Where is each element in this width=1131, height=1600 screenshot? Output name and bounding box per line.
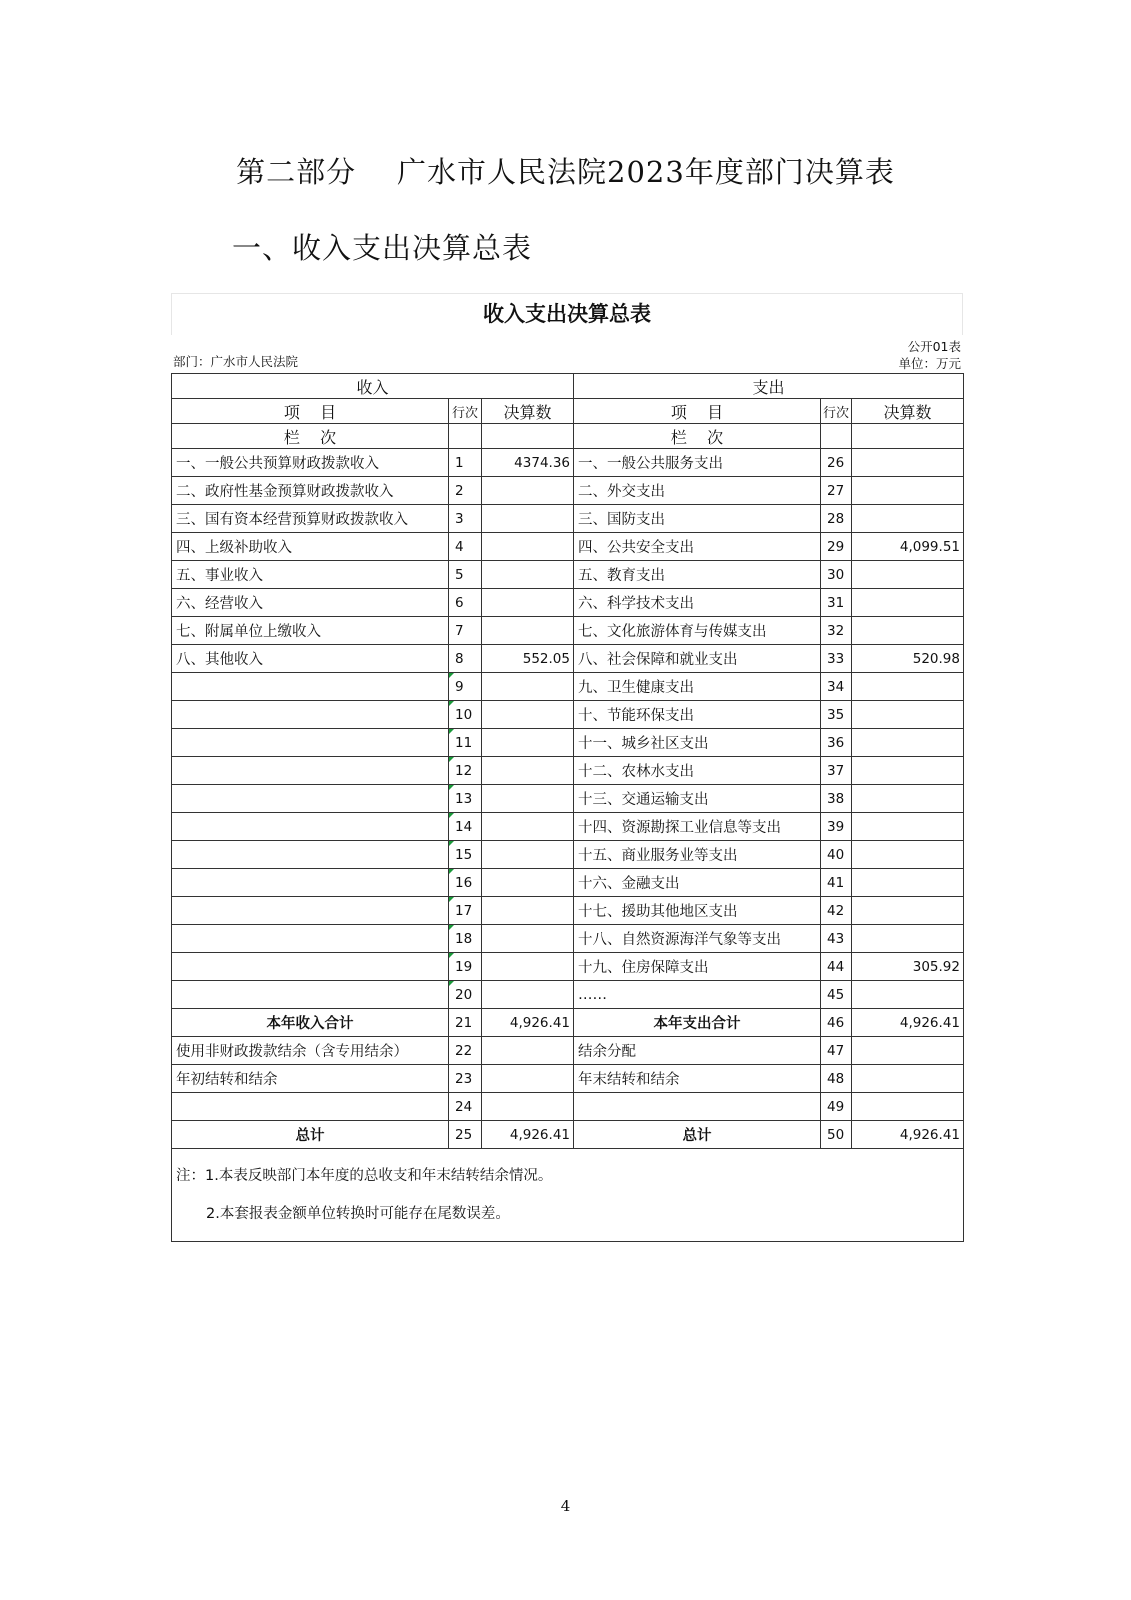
expense-amount-cell: 4,926.41 <box>852 1121 964 1149</box>
expense-amount-cell <box>852 449 964 477</box>
income-item-cell <box>172 897 449 925</box>
income-item-cell: 二、政府性基金预算财政拨款收入 <box>172 477 449 505</box>
expense-amount-cell <box>852 981 964 1009</box>
table-row <box>172 645 964 673</box>
income-amount-cell: 4,926.41 <box>482 1009 574 1037</box>
income-item-cell: 三、国有资本经营预算财政拨款收入 <box>172 505 449 533</box>
expense-line-cell: 27 <box>821 477 852 505</box>
expense-amount-cell <box>852 841 964 869</box>
income-amount-cell: 4,926.41 <box>482 1121 574 1149</box>
header-row-sequence <box>172 424 964 449</box>
expense-item-cell: 十五、商业服务业等支出 <box>574 841 821 869</box>
expense-line-cell: 50 <box>821 1121 852 1149</box>
unit-label: 单位：万元 <box>898 356 961 371</box>
income-item-cell: 六、经营收入 <box>172 589 449 617</box>
expense-amount-cell <box>852 589 964 617</box>
expense-item-cell: …… <box>574 981 821 1009</box>
expense-amount-cell <box>852 505 964 533</box>
income-amount-header: 决算数 <box>482 399 574 424</box>
expense-line-cell: 38 <box>821 785 852 813</box>
income-line-cell: 4 <box>449 533 482 561</box>
expense-line-cell: 31 <box>821 589 852 617</box>
expense-line-cell: 30 <box>821 561 852 589</box>
expense-item-cell: 总计 <box>574 1121 821 1149</box>
income-amount-cell <box>482 1037 574 1065</box>
expense-item-cell: 本年支出合计 <box>574 1009 821 1037</box>
income-line-cell: 16 <box>449 869 482 897</box>
empty-cell <box>482 424 574 449</box>
expense-amount-header: 决算数 <box>852 399 964 424</box>
income-line-cell: 25 <box>449 1121 482 1149</box>
income-amount-cell <box>482 701 574 729</box>
expense-item-cell: 十六、金融支出 <box>574 869 821 897</box>
table-row <box>172 477 964 505</box>
income-item-cell <box>172 701 449 729</box>
income-item-cell: 本年收入合计 <box>172 1009 449 1037</box>
income-item-cell: 四、上级补助收入 <box>172 533 449 561</box>
income-amount-cell <box>482 477 574 505</box>
expense-item-cell: 七、文化旅游体育与传媒支出 <box>574 617 821 645</box>
expense-item-cell: 十四、资源勘探工业信息等支出 <box>574 813 821 841</box>
expense-amount-cell <box>852 869 964 897</box>
income-line-cell: 14 <box>449 813 482 841</box>
income-item-cell: 使用非财政拨款结余（含专用结余） <box>172 1037 449 1065</box>
table-row <box>172 561 964 589</box>
table-row <box>172 1037 964 1065</box>
table-row <box>172 1121 964 1149</box>
income-amount-cell <box>482 813 574 841</box>
header-row-columns <box>172 399 964 424</box>
notes-section <box>172 1149 964 1242</box>
expense-amount-cell <box>852 1065 964 1093</box>
income-item-cell <box>172 729 449 757</box>
expense-item-cell: 一、一般公共服务支出 <box>574 449 821 477</box>
income-line-cell: 22 <box>449 1037 482 1065</box>
expense-item-cell: 十三、交通运输支出 <box>574 785 821 813</box>
income-amount-cell <box>482 617 574 645</box>
income-amount-cell <box>482 841 574 869</box>
expense-line-header: 行次 <box>821 399 852 424</box>
income-line-cell: 5 <box>449 561 482 589</box>
expense-line-cell: 43 <box>821 925 852 953</box>
expense-amount-cell: 520.98 <box>852 645 964 673</box>
expense-item-cell: 八、社会保障和就业支出 <box>574 645 821 673</box>
expense-line-cell: 40 <box>821 841 852 869</box>
income-line-cell: 8 <box>449 645 482 673</box>
income-line-cell: 11 <box>449 729 482 757</box>
expense-line-cell: 45 <box>821 981 852 1009</box>
expense-item-cell: 十一、城乡社区支出 <box>574 729 821 757</box>
table-row <box>172 897 964 925</box>
income-item-cell: 总计 <box>172 1121 449 1149</box>
expense-amount-cell <box>852 561 964 589</box>
expense-item-cell: 十九、住房保障支出 <box>574 953 821 981</box>
table-row <box>172 841 964 869</box>
income-amount-cell: 552.05 <box>482 645 574 673</box>
income-item-cell: 八、其他收入 <box>172 645 449 673</box>
expense-sequence-cell: 栏 次 <box>574 424 821 449</box>
table-row <box>172 449 964 477</box>
empty-cell <box>449 424 482 449</box>
income-amount-cell <box>482 533 574 561</box>
table-row <box>172 729 964 757</box>
note-1: 注：1.本表反映部门本年度的总收支和年末结转结余情况。 <box>176 1168 553 1184</box>
income-item-cell: 年初结转和结余 <box>172 1065 449 1093</box>
empty-cell <box>852 424 964 449</box>
income-amount-cell <box>482 1093 574 1121</box>
expense-amount-cell <box>852 897 964 925</box>
income-item-cell <box>172 925 449 953</box>
table-code: 公开01表 <box>907 339 961 354</box>
income-line-cell: 3 <box>449 505 482 533</box>
table-row <box>172 505 964 533</box>
income-item-header: 项 目 <box>172 399 449 424</box>
expense-amount-cell <box>852 729 964 757</box>
income-item-cell <box>172 757 449 785</box>
expense-amount-cell <box>852 1037 964 1065</box>
expense-line-cell: 36 <box>821 729 852 757</box>
expense-line-cell: 26 <box>821 449 852 477</box>
empty-cell <box>821 424 852 449</box>
income-line-cell: 13 <box>449 785 482 813</box>
expense-amount-cell <box>852 673 964 701</box>
expense-line-cell: 33 <box>821 645 852 673</box>
expense-line-cell: 28 <box>821 505 852 533</box>
income-amount-cell <box>482 981 574 1009</box>
income-item-cell <box>172 841 449 869</box>
expense-line-cell: 35 <box>821 701 852 729</box>
income-line-cell: 20 <box>449 981 482 1009</box>
expense-item-cell <box>574 1093 821 1121</box>
expense-line-cell: 44 <box>821 953 852 981</box>
income-amount-cell <box>482 897 574 925</box>
income-amount-cell <box>482 589 574 617</box>
expense-line-cell: 29 <box>821 533 852 561</box>
expense-line-cell: 48 <box>821 1065 852 1093</box>
expense-amount-cell <box>852 1093 964 1121</box>
expense-line-cell: 37 <box>821 757 852 785</box>
income-item-cell <box>172 813 449 841</box>
income-group-header: 收入 <box>172 374 574 399</box>
income-line-cell: 1 <box>449 449 482 477</box>
expense-line-cell: 41 <box>821 869 852 897</box>
table-row <box>172 701 964 729</box>
expense-item-cell: 九、卫生健康支出 <box>574 673 821 701</box>
expense-item-cell: 十七、援助其他地区支出 <box>574 897 821 925</box>
income-line-cell: 10 <box>449 701 482 729</box>
expense-item-cell: 结余分配 <box>574 1037 821 1065</box>
expense-item-cell: 二、外交支出 <box>574 477 821 505</box>
income-amount-cell <box>482 925 574 953</box>
income-line-cell: 6 <box>449 589 482 617</box>
income-item-cell <box>172 981 449 1009</box>
expense-amount-cell <box>852 757 964 785</box>
income-item-cell: 一、一般公共预算财政拨款收入 <box>172 449 449 477</box>
summary-table-body <box>172 374 964 1149</box>
income-sequence-cell: 栏 次 <box>172 424 449 449</box>
table-row <box>172 1009 964 1037</box>
table-row <box>172 981 964 1009</box>
expense-amount-cell <box>852 477 964 505</box>
income-amount-cell <box>482 869 574 897</box>
expense-amount-cell <box>852 617 964 645</box>
expense-line-cell: 42 <box>821 897 852 925</box>
expense-amount-cell: 305.92 <box>852 953 964 981</box>
expense-amount-cell: 4,099.51 <box>852 533 964 561</box>
table-row <box>172 589 964 617</box>
income-line-cell: 23 <box>449 1065 482 1093</box>
table-row <box>172 617 964 645</box>
expense-line-cell: 32 <box>821 617 852 645</box>
income-line-cell: 15 <box>449 841 482 869</box>
expense-line-cell: 49 <box>821 1093 852 1121</box>
expense-amount-cell <box>852 813 964 841</box>
income-item-cell: 七、附属单位上缴收入 <box>172 617 449 645</box>
income-line-cell: 21 <box>449 1009 482 1037</box>
income-amount-cell <box>482 1065 574 1093</box>
table-row <box>172 925 964 953</box>
expense-item-cell: 年末结转和结余 <box>574 1065 821 1093</box>
sheet-title: 收入支出决算总表 <box>171 293 963 335</box>
expense-item-cell: 十、节能环保支出 <box>574 701 821 729</box>
expense-line-cell: 47 <box>821 1037 852 1065</box>
income-amount-cell <box>482 729 574 757</box>
summary-table <box>171 373 964 1242</box>
expense-amount-cell <box>852 925 964 953</box>
page-number: 4 <box>560 1497 571 1515</box>
table-row <box>172 533 964 561</box>
income-line-header: 行次 <box>449 399 482 424</box>
income-line-cell: 12 <box>449 757 482 785</box>
expense-item-cell: 十八、自然资源海洋气象等支出 <box>574 925 821 953</box>
table-row <box>172 1093 964 1121</box>
table-row <box>172 757 964 785</box>
income-amount-cell <box>482 505 574 533</box>
table-row <box>172 953 964 981</box>
income-line-cell: 2 <box>449 477 482 505</box>
part-title: 第二部分 广水市人民法院2023年度部门决算表 <box>236 155 895 189</box>
income-amount-cell <box>482 561 574 589</box>
income-amount-cell <box>482 757 574 785</box>
income-item-cell <box>172 785 449 813</box>
income-item-cell <box>172 953 449 981</box>
note-2: 2.本套报表金额单位转换时可能存在尾数误差。 <box>206 1206 510 1222</box>
income-amount-cell <box>482 953 574 981</box>
expense-amount-cell <box>852 785 964 813</box>
expense-line-cell: 39 <box>821 813 852 841</box>
expense-item-cell: 四、公共安全支出 <box>574 533 821 561</box>
expense-line-cell: 34 <box>821 673 852 701</box>
income-item-cell <box>172 1093 449 1121</box>
expense-item-header: 项 目 <box>574 399 821 424</box>
expense-amount-cell <box>852 701 964 729</box>
section-title: 一、收入支出决算总表 <box>232 231 533 265</box>
expense-item-cell: 十二、农林水支出 <box>574 757 821 785</box>
expense-item-cell: 五、教育支出 <box>574 561 821 589</box>
notes-cell <box>172 1149 964 1242</box>
table-row <box>172 673 964 701</box>
income-line-cell: 17 <box>449 897 482 925</box>
income-amount-cell <box>482 673 574 701</box>
sheet-meta <box>171 335 963 373</box>
income-item-cell <box>172 869 449 897</box>
expense-item-cell: 三、国防支出 <box>574 505 821 533</box>
table-row <box>172 813 964 841</box>
statement-sheet <box>171 293 963 1242</box>
expense-amount-cell: 4,926.41 <box>852 1009 964 1037</box>
expense-line-cell: 46 <box>821 1009 852 1037</box>
sheet-meta-right <box>898 338 961 372</box>
expense-group-header: 支出 <box>574 374 964 399</box>
income-line-cell: 9 <box>449 673 482 701</box>
table-row <box>172 869 964 897</box>
income-amount-cell <box>482 785 574 813</box>
income-amount-cell: 4374.36 <box>482 449 574 477</box>
income-line-cell: 19 <box>449 953 482 981</box>
header-row-groups <box>172 374 964 399</box>
table-row <box>172 1065 964 1093</box>
income-line-cell: 7 <box>449 617 482 645</box>
income-item-cell: 五、事业收入 <box>172 561 449 589</box>
income-item-cell <box>172 673 449 701</box>
income-line-cell: 24 <box>449 1093 482 1121</box>
department-label: 部门：广水市人民法院 <box>173 354 299 369</box>
notes-row <box>172 1149 964 1242</box>
table-row <box>172 785 964 813</box>
expense-item-cell: 六、科学技术支出 <box>574 589 821 617</box>
income-line-cell: 18 <box>449 925 482 953</box>
